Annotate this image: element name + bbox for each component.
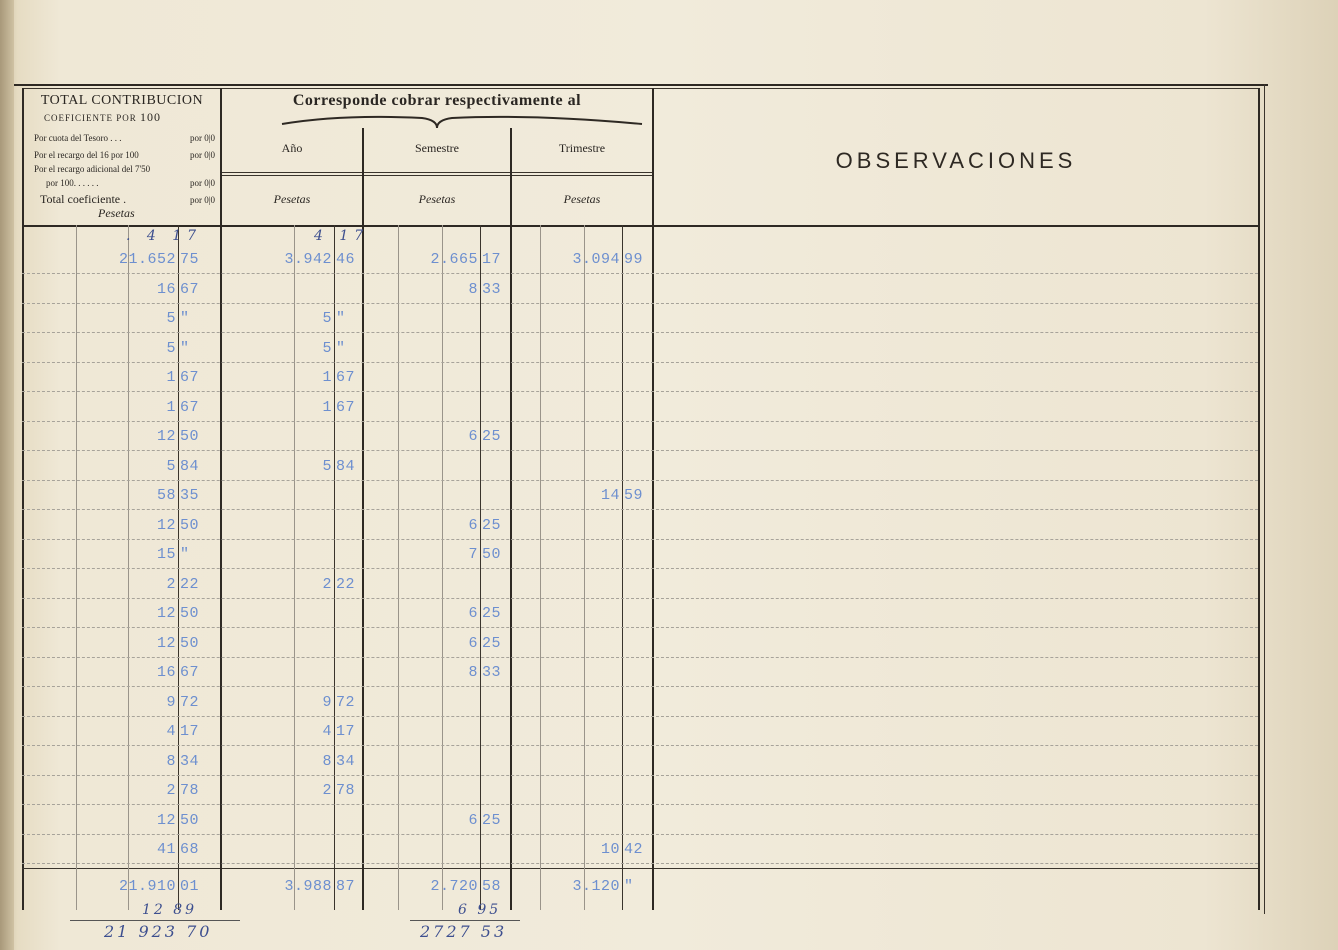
top-rule-inner: [22, 88, 1258, 89]
subheader-rule-1: [222, 172, 652, 173]
row-rule: [22, 480, 1258, 481]
coeficiente-value: 100: [140, 110, 162, 124]
row-tri-int: 10: [600, 841, 620, 858]
row-total-int: 21.652: [118, 251, 176, 268]
row-sem-dec: 17: [482, 251, 502, 268]
row-total-dec: 22: [180, 575, 200, 593]
hand-sem-bottom: 2727 53: [420, 922, 508, 941]
hand-underline-2: [410, 920, 520, 921]
row-total-dec: 84: [180, 457, 200, 475]
row-sem-dec: 33: [482, 280, 502, 298]
row-ano-dec: 84: [336, 457, 356, 475]
row-ano-int: 1: [322, 369, 332, 386]
trimestre-pesetas: Pesetas: [563, 192, 601, 206]
total-contribucion-title: TOTAL CONTRIBUCION: [40, 93, 204, 108]
row-sem-int: 7: [468, 546, 478, 563]
hand-ano-mark: 4 17: [314, 228, 370, 244]
row-total-dec: 50: [180, 428, 200, 445]
col-rule-ano: [362, 128, 364, 910]
row-total-int: 12: [156, 605, 176, 622]
row-ano-dec: 34: [336, 752, 356, 770]
row-total-int: 15: [156, 546, 176, 563]
hand-sem-top: 6 95: [458, 902, 502, 918]
row-rule: [22, 303, 1258, 304]
semestre-pesetas: Pesetas: [418, 192, 456, 206]
row-rule: [22, 686, 1258, 687]
row-sem-int: 6: [468, 634, 478, 652]
row-ano-int: 3.942: [284, 251, 332, 268]
row-sem-dec: 25: [482, 811, 502, 829]
row-rule: [22, 450, 1258, 451]
row-total-dec: ": [180, 339, 190, 357]
row-total-int: 4: [166, 723, 176, 740]
row-rule: [22, 657, 1258, 658]
hand-underline-1: [70, 920, 240, 921]
row-sem-int: 6: [468, 605, 478, 622]
row-total-int: 41: [156, 841, 176, 858]
row-rule: [22, 804, 1258, 805]
coef-line-3: Por el recargo adicional del 7'50: [34, 164, 151, 174]
coef-line-2: Por el recargo del 16 por 100: [34, 150, 139, 160]
row-total-int: 9: [166, 693, 176, 711]
row-rule: [22, 539, 1258, 540]
row-total-dec: 67: [180, 664, 200, 681]
row-total-dec: 50: [180, 811, 200, 829]
row-ano-int: 5: [322, 339, 332, 357]
coef-line-1-unit: por 0|0: [190, 133, 216, 143]
row-total-dec: 75: [180, 251, 200, 268]
row-ano-int: 2: [322, 575, 332, 593]
row-ano-int: 4: [322, 723, 332, 740]
row-ano-int: 9: [322, 693, 332, 711]
row-sem-int: 6: [468, 811, 478, 829]
totals-sem-dec: 58: [482, 878, 502, 895]
coeficiente-label: [44, 110, 194, 125]
subheader-rule-2: [222, 175, 652, 176]
row-ano-int: 5: [322, 310, 332, 327]
row-total-int: 12: [156, 811, 176, 829]
row-ano-dec: 17: [336, 723, 356, 740]
col-trimestre-header: Trimestre: [558, 141, 606, 155]
row-tri-int: 14: [600, 487, 620, 504]
totals-total-int: 21.910: [118, 878, 176, 895]
col-rule-obs: [652, 88, 654, 910]
row-ano-dec: 72: [336, 693, 356, 711]
row-ano-int: 5: [322, 457, 332, 475]
row-total-int: 2: [166, 575, 176, 593]
row-sem-int: 6: [468, 516, 478, 534]
totals-ano-int: 3.988: [284, 878, 332, 895]
row-ano-dec: 22: [336, 575, 356, 593]
row-total-dec: 34: [180, 752, 200, 770]
row-rule: [22, 568, 1258, 569]
row-rule: [22, 598, 1258, 599]
row-ano-int: 8: [322, 752, 332, 770]
corresponde-title: Corresponde cobrar respectivamente al: [292, 92, 582, 109]
row-total-dec: 67: [180, 369, 200, 386]
row-total-dec: 68: [180, 841, 200, 858]
row-rule: [22, 745, 1258, 746]
top-rule: [14, 84, 1268, 86]
row-ano-int: 2: [322, 782, 332, 799]
observaciones-header: OBSERVACIONES: [835, 148, 1077, 173]
row-ano-dec: 78: [336, 782, 356, 799]
totals-ano-dec: 87: [336, 878, 356, 895]
row-total-int: 12: [156, 516, 176, 534]
row-total-int: 1: [166, 369, 176, 386]
row-sem-dec: 25: [482, 634, 502, 652]
row-ano-dec: ": [336, 310, 346, 327]
row-total-int: 5: [166, 339, 176, 357]
row-sem-int: 6: [468, 428, 478, 445]
coef-line-4: por 100. . . . . .: [46, 178, 99, 188]
coef-line-4-unit: por 0|0: [190, 178, 216, 188]
row-ano-int: 1: [322, 398, 332, 416]
total-coeficiente-label: Total coeficiente .: [40, 192, 127, 206]
row-ano-dec: ": [336, 339, 346, 357]
col-semestre-header: Semestre: [415, 141, 459, 155]
row-rule: [22, 421, 1258, 422]
hand-total-mark: . 4 17: [126, 228, 203, 244]
row-rule: [22, 273, 1258, 274]
row-sem-dec: 25: [482, 516, 502, 534]
page-edge: [0, 0, 14, 950]
corresponde-brace: [222, 112, 652, 132]
row-sem-dec: 50: [482, 546, 502, 563]
row-total-dec: 72: [180, 693, 200, 711]
row-total-dec: 17: [180, 723, 200, 740]
row-ano-dec: 67: [336, 369, 356, 386]
row-ano-dec: 67: [336, 398, 356, 416]
totals-tri-int: 3.120: [572, 878, 620, 895]
row-total-int: 1: [166, 398, 176, 416]
row-rule: [22, 834, 1258, 835]
coeficiente-por-text: COEFICIENTE POR: [44, 113, 137, 123]
col-rule-total: [220, 88, 222, 910]
row-total-int: 12: [156, 634, 176, 652]
col-rule-sem: [510, 128, 512, 910]
row-sem-dec: 25: [482, 428, 502, 445]
totals-tri-dec: ": [624, 878, 634, 895]
right-border-outer: [1264, 84, 1265, 914]
row-sem-dec: 33: [482, 664, 502, 681]
row-sem-int: 8: [468, 664, 478, 681]
right-border: [1258, 88, 1260, 910]
row-rule: [22, 775, 1258, 776]
totals-sem-int: 2.720: [430, 878, 478, 895]
row-sem-dec: 25: [482, 605, 502, 622]
row-ano-dec: 46: [336, 251, 356, 268]
row-total-int: 8: [166, 752, 176, 770]
row-total-dec: ": [180, 310, 190, 327]
row-total-dec: 78: [180, 782, 200, 799]
left-border: [22, 88, 24, 910]
row-sem-int: 2.665: [430, 251, 478, 268]
hand-total-top: 12 89: [142, 902, 198, 918]
row-rule: [22, 362, 1258, 363]
row-tri-dec: 42: [624, 841, 644, 858]
ano-pesetas: Pesetas: [273, 192, 311, 206]
row-sem-int: 8: [468, 280, 478, 298]
header-bottom-rule: [22, 225, 1258, 227]
coef-line-2-unit: por 0|0: [190, 150, 216, 160]
row-rule: [22, 332, 1258, 333]
row-total-int: 12: [156, 428, 176, 445]
row-tri-dec: 59: [624, 487, 644, 504]
row-total-int: 2: [166, 782, 176, 799]
row-total-dec: 50: [180, 605, 200, 622]
totals-top-rule: [22, 868, 1258, 869]
row-total-dec: 67: [180, 398, 200, 416]
col-ano-header: Año: [281, 141, 303, 155]
row-total-dec: ": [180, 546, 190, 563]
total-coeficiente-unit: por 0|0: [190, 195, 216, 205]
row-total-dec: 50: [180, 634, 200, 652]
coef-line-1: Por cuota del Tesoro . . .: [34, 133, 122, 143]
total-pesetas-label: Pesetas: [98, 206, 135, 220]
totals-total-dec: 01: [180, 878, 200, 895]
row-total-int: 16: [156, 280, 176, 298]
row-rule: [22, 627, 1258, 628]
row-tri-int: 3.094: [572, 251, 620, 268]
row-total-int: 16: [156, 664, 176, 681]
hand-total-bottom: 21 923 70: [104, 922, 213, 941]
row-total-int: 5: [166, 310, 176, 327]
row-rule: [22, 716, 1258, 717]
row-tri-dec: 99: [624, 251, 644, 268]
row-rule: [22, 391, 1258, 392]
row-rule: [22, 509, 1258, 510]
row-total-int: 58: [156, 487, 176, 504]
row-total-int: 5: [166, 457, 176, 475]
row-total-dec: 67: [180, 280, 200, 298]
row-rule: [22, 863, 1258, 864]
row-total-dec: 50: [180, 516, 200, 534]
row-total-dec: 35: [180, 487, 200, 504]
